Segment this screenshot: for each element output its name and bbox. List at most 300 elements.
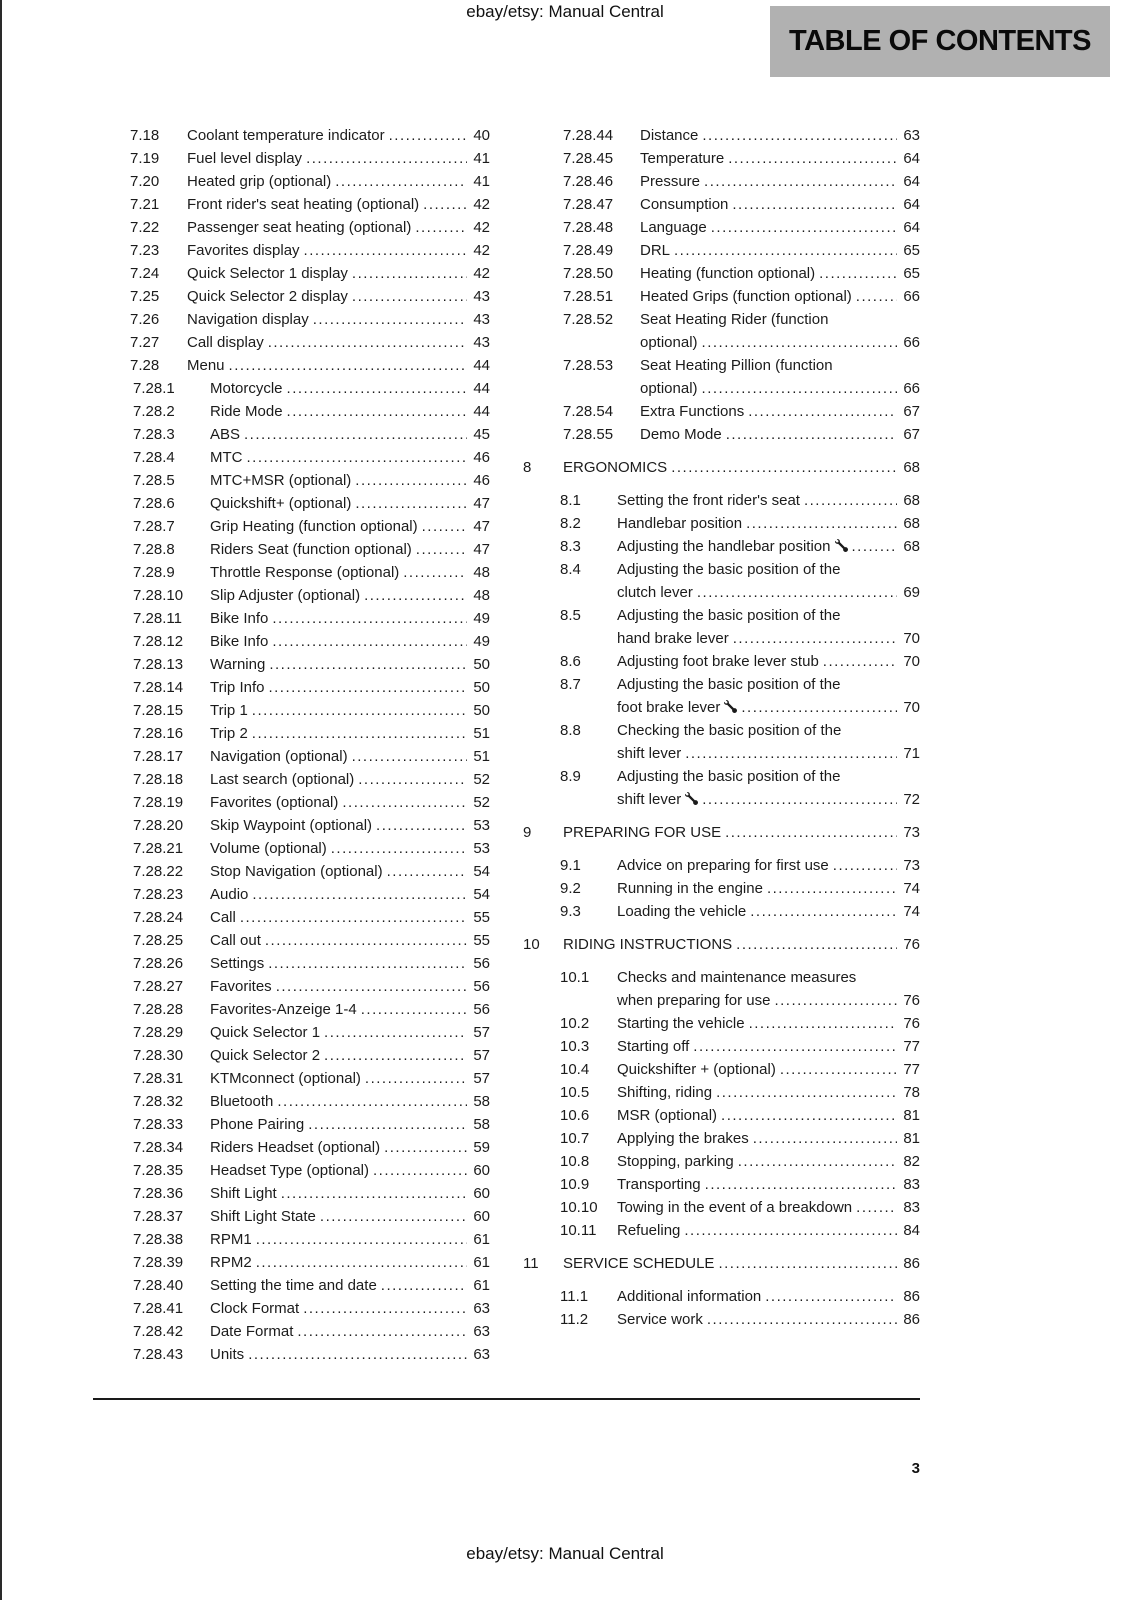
toc-entry-body [210, 975, 490, 998]
toc-entry-number: 10.3 [560, 1038, 590, 1055]
toc-entry-title: Temperature [640, 150, 725, 167]
toc-entry-title: Units [210, 1346, 245, 1363]
dot-leader [726, 423, 897, 446]
toc-entry [93, 584, 490, 607]
toc-entry-line [617, 1058, 920, 1081]
toc-entry-line [617, 627, 920, 650]
toc-entry-number: 7.28.4 [133, 449, 175, 466]
toc-entry-title: Heating (function optional) [640, 265, 816, 282]
toc-entry-body [187, 285, 490, 308]
toc-entry-title: Heated grip (optional) [187, 173, 332, 190]
toc-entry-line [210, 1343, 490, 1366]
toc-entry [93, 768, 490, 791]
toc-entry-line [563, 1252, 920, 1275]
toc-entry-page: 54 [473, 886, 490, 903]
toc-entry-page: 60 [473, 1185, 490, 1202]
dot-leader [256, 1251, 467, 1274]
toc-entry-line [210, 791, 490, 814]
toc-entry-line [210, 952, 490, 975]
toc-entry-body [617, 604, 920, 650]
toc-entry-page: 40 [473, 127, 490, 144]
toc-entry-title: Call [210, 909, 236, 926]
toc-entry-number: 7.28.48 [563, 219, 614, 236]
toc-entry-number: 7.28 [130, 357, 160, 374]
toc-entry-line [210, 1274, 490, 1297]
toc-entry-body [617, 877, 920, 900]
toc-entry-title: Adjusting foot brake lever stub [617, 653, 819, 670]
toc-entry-title: Front rider's seat heating (optional) [187, 196, 420, 213]
toc-entry-line [640, 400, 920, 423]
toc-entry-title: Bike Info [210, 610, 269, 627]
toc-entry-body [210, 1044, 490, 1067]
toc-entry-body [210, 1090, 490, 1113]
dot-leader [711, 216, 897, 239]
dot-leader [716, 1081, 897, 1104]
toc-entry-line [210, 1251, 490, 1274]
dot-leader [240, 906, 467, 929]
toc-entry [93, 883, 490, 906]
dot-leader [352, 745, 467, 768]
dot-leader [306, 147, 467, 170]
toc-entry-page: 76 [903, 936, 920, 953]
toc-entry-number: 7.28.47 [563, 196, 614, 213]
toc-entry-body [210, 837, 490, 860]
toc-entry-line [640, 239, 920, 262]
toc-entry-number: 7.28.29 [133, 1024, 184, 1041]
toc-entry-body [617, 1081, 920, 1104]
toc-entry-number: 11.2 [560, 1311, 589, 1328]
toc-entry-page: 52 [473, 771, 490, 788]
toc-entry-page: 48 [473, 587, 490, 604]
dot-leader [352, 262, 467, 285]
toc-entry-body [210, 1021, 490, 1044]
toc-entry-line [617, 1104, 920, 1127]
toc-entry-number: 7.19 [130, 150, 160, 167]
toc-entry-title: Starting the vehicle [617, 1015, 745, 1032]
toc-entry-body [563, 456, 920, 479]
toc-entry-body [210, 906, 490, 929]
toc-entry-page: 53 [473, 817, 490, 834]
toc-entry-page: 42 [473, 219, 490, 236]
toc-entry-page: 70 [903, 630, 920, 647]
toc-entry-number: 7.28.26 [133, 955, 184, 972]
toc-entry-number: 9.3 [560, 903, 581, 920]
toc-entry-page: 68 [903, 459, 920, 476]
toc-entry-number: 11 [523, 1255, 539, 1272]
toc-entry-title-line1: Seat Heating Rider (function [640, 311, 829, 328]
toc-entry-title: Handlebar position [617, 515, 743, 532]
toc-entry-number: 7.28.7 [133, 518, 175, 535]
toc-entry-page: 44 [473, 403, 490, 420]
toc-entry-title: Bluetooth [210, 1093, 274, 1110]
toc-entry-body [617, 966, 920, 1012]
toc-entry-title: Trip 1 [210, 702, 248, 719]
toc-entry-number: 7.28.36 [133, 1185, 184, 1202]
toc-entry-body [210, 561, 490, 584]
toc-entry-title: shift lever [617, 745, 682, 762]
toc-entry [523, 1104, 920, 1127]
toc-entry-body [563, 933, 920, 956]
toc-entry [93, 952, 490, 975]
toc-entry-line [617, 1012, 920, 1035]
toc-entry-line [210, 538, 490, 561]
toc-entry-line [210, 722, 490, 745]
toc-entry-line [187, 124, 490, 147]
toc-entry-line [640, 147, 920, 170]
toc-entry-number: 7.28.27 [133, 978, 184, 995]
toc-entry-line [640, 193, 920, 216]
dot-leader [287, 377, 467, 400]
toc-entry [523, 1308, 920, 1331]
toc-entry [523, 512, 920, 535]
toc-entry-page: 66 [903, 288, 920, 305]
toc-entry-title: shift lever [617, 791, 682, 808]
toc-entry-title: Headset Type (optional) [210, 1162, 369, 1179]
toc-entry [93, 400, 490, 423]
dot-leader [856, 285, 897, 308]
toc-entry-page: 61 [473, 1231, 490, 1248]
dot-leader [304, 239, 467, 262]
dot-leader [733, 627, 897, 650]
toc-entry-line [187, 147, 490, 170]
toc-entry-line [187, 285, 490, 308]
toc-entry-body [210, 446, 490, 469]
toc-entry-page: 46 [473, 449, 490, 466]
toc-entry-body [210, 929, 490, 952]
toc-entry-page: 65 [903, 242, 920, 259]
toc-entry-line [617, 1285, 920, 1308]
toc-entry-body [640, 147, 920, 170]
toc-entry-page: 59 [473, 1139, 490, 1156]
dot-leader [265, 929, 467, 952]
toc-entry-line [210, 423, 490, 446]
toc-entry-title: Favorites-Anzeige 1-4 [210, 1001, 357, 1018]
toc-entry-body [187, 147, 490, 170]
toc-entry-number: 8.9 [560, 768, 581, 785]
toc-entry-line [210, 860, 490, 883]
toc-entry-title: Grip Heating (function optional) [210, 518, 418, 535]
toc-entry [523, 285, 920, 308]
toc-entry-line [210, 1320, 490, 1343]
toc-entry-title-line1: Adjusting the basic position of the [617, 676, 841, 693]
toc-entry-number: 10.2 [560, 1015, 590, 1032]
toc-entry-line [210, 676, 490, 699]
toc-entry-line [563, 933, 920, 956]
toc-entry-page: 68 [903, 492, 920, 509]
toc-entry [523, 673, 920, 719]
toc-entry-title: MTC+MSR (optional) [210, 472, 352, 489]
toc-entry-body [187, 308, 490, 331]
toc-entry-line [210, 1228, 490, 1251]
dot-leader [415, 216, 467, 239]
toc-entry-number: 8.6 [560, 653, 581, 670]
toc-entry-body [640, 354, 920, 400]
toc-entry-body [210, 1297, 490, 1320]
toc-entry-body [617, 1104, 920, 1127]
toc-entry-number: 7.22 [130, 219, 160, 236]
toc-entry-body [617, 489, 920, 512]
toc-entry-line [210, 377, 490, 400]
toc-entry-body [210, 1274, 490, 1297]
toc-entry-title: Settings [210, 955, 265, 972]
toc-entry-title: optional) [640, 380, 698, 397]
toc-entry-page: 58 [473, 1093, 490, 1110]
toc-entry-body [210, 653, 490, 676]
toc-entry-body [640, 423, 920, 446]
toc-entry [93, 998, 490, 1021]
toc-entry-title: Navigation (optional) [210, 748, 348, 765]
toc-entry [523, 719, 920, 765]
toc-entry [93, 653, 490, 676]
toc-entry-line [210, 998, 490, 1021]
toc-entry-title: Loading the vehicle [617, 903, 747, 920]
toc-entry-line [210, 883, 490, 906]
wrench-icon [835, 535, 848, 558]
toc-entry-title: KTMconnect (optional) [210, 1070, 361, 1087]
dot-leader [702, 377, 897, 400]
toc-entry-body [640, 400, 920, 423]
toc-entry-title: Bike Info [210, 633, 269, 650]
toc-entry-page: 64 [903, 173, 920, 190]
toc-entry-page: 41 [473, 150, 490, 167]
toc-entry-body [210, 492, 490, 515]
dot-leader [746, 512, 897, 535]
toc-entry-title: Demo Mode [640, 426, 722, 443]
dot-leader [674, 239, 897, 262]
toc-entry [523, 147, 920, 170]
toc-entry-body [187, 354, 490, 377]
toc-entry-body [210, 814, 490, 837]
toc-entry-number: 7.28.50 [563, 265, 614, 282]
toc-entry-line [617, 1219, 920, 1242]
toc-entry [93, 1044, 490, 1067]
dot-leader [852, 535, 898, 558]
toc-entry-title: Shifting, riding [617, 1084, 713, 1101]
toc-entry-body [617, 1058, 920, 1081]
footer-divider [93, 1398, 920, 1400]
toc-entry [523, 1150, 920, 1173]
toc-entry [523, 262, 920, 285]
dot-leader [361, 998, 467, 1021]
toc-entry [93, 1182, 490, 1205]
toc-entry-line [210, 607, 490, 630]
toc-entry-body [210, 607, 490, 630]
toc-entry [523, 650, 920, 673]
toc-entry-number: 7.28.40 [133, 1277, 184, 1294]
toc-entry-line [210, 492, 490, 515]
toc-entry-line [617, 1308, 920, 1331]
toc-entry [93, 377, 490, 400]
toc-entry-body [617, 1285, 920, 1308]
toc-entry-page: 78 [903, 1084, 920, 1101]
toc-entry-number: 7.28.42 [133, 1323, 184, 1340]
toc-entry-line [210, 768, 490, 791]
toc-entry-page: 47 [473, 518, 490, 535]
toc-entry-page: 81 [903, 1130, 920, 1147]
dot-leader [416, 538, 467, 561]
toc-entry-title: Passenger seat heating (optional) [187, 219, 412, 236]
toc-entry [93, 837, 490, 860]
toc-entry-body [210, 1067, 490, 1090]
dot-leader [750, 900, 897, 923]
toc-entry [523, 933, 920, 956]
toc-entry-title: Phone Pairing [210, 1116, 305, 1133]
toc-entry-page: 51 [473, 748, 490, 765]
toc-entry-body [187, 262, 490, 285]
toc-entry-title: Coolant temperature indicator [187, 127, 385, 144]
toc-entry-body [210, 676, 490, 699]
toc-entry-page: 66 [903, 334, 920, 351]
toc-entry-number: 7.28.21 [133, 840, 184, 857]
toc-entry [93, 1021, 490, 1044]
toc-entry-page: 64 [903, 196, 920, 213]
toc-entry-line [640, 262, 920, 285]
toc-entry-number: 7.28.31 [133, 1070, 184, 1087]
dot-leader [268, 676, 467, 699]
toc-entry-line [210, 584, 490, 607]
toc-entry-page: 70 [903, 653, 920, 670]
toc-entry [93, 469, 490, 492]
toc-entry-number: 10.4 [560, 1061, 590, 1078]
toc-entry-body [617, 1196, 920, 1219]
toc-entry-title: Pressure [640, 173, 701, 190]
toc-entry-page: 83 [903, 1176, 920, 1193]
toc-entry-line [210, 1067, 490, 1090]
toc-entry-body [617, 512, 920, 535]
toc-entry [523, 239, 920, 262]
toc-entry-page: 76 [903, 1015, 920, 1032]
toc-entry-body [187, 331, 490, 354]
toc-entry-number: 7.28.11 [133, 610, 182, 627]
toc-entry-body [187, 170, 490, 193]
toc-entry-body [617, 558, 920, 604]
toc-entry-body [640, 308, 920, 354]
dot-leader [705, 1173, 897, 1196]
toc-entry-line [187, 170, 490, 193]
toc-entry-number: 7.28.39 [133, 1254, 184, 1271]
toc-entry-title: Quick Selector 1 display [187, 265, 348, 282]
toc-entry-line [617, 877, 920, 900]
dot-leader [256, 1228, 467, 1251]
toc-entry-page: 69 [903, 584, 920, 601]
toc-entry [523, 1081, 920, 1104]
toc-entry-body [187, 216, 490, 239]
dot-leader [423, 193, 467, 216]
dot-leader [833, 854, 897, 877]
toc-entry-line [640, 331, 920, 354]
toc-entry-page: 43 [473, 311, 490, 328]
toc-entry-line [617, 854, 920, 877]
dot-leader [702, 331, 897, 354]
toc-entry-line [210, 1205, 490, 1228]
toc-entry-body [210, 722, 490, 745]
dot-leader [252, 699, 467, 722]
toc-entry-title: Riders Seat (function optional) [210, 541, 412, 558]
dot-leader [352, 285, 467, 308]
toc-entry [93, 308, 490, 331]
toc-entry-body [210, 1343, 490, 1366]
dot-leader [671, 456, 897, 479]
toc-entry-title: Extra Functions [640, 403, 745, 420]
toc-entry-line [187, 262, 490, 285]
toc-entry-line [617, 650, 920, 673]
toc-entry [523, 1219, 920, 1242]
toc-entry-title: Menu [187, 357, 225, 374]
toc-entry-line [210, 699, 490, 722]
dot-leader [229, 354, 467, 377]
toc-entry-body [187, 124, 490, 147]
toc-entry-line [617, 489, 920, 512]
toc-entry-page: 43 [473, 334, 490, 351]
toc-entry-number: 10 [523, 936, 540, 953]
toc-entry-number: 7.28.54 [563, 403, 614, 420]
dot-leader [373, 1159, 467, 1182]
toc-entry-line [617, 900, 920, 923]
toc-entry-number: 10.6 [560, 1107, 590, 1124]
toc-content [93, 124, 920, 1366]
toc-entry-body [210, 515, 490, 538]
dot-leader [331, 837, 467, 860]
toc-entry [93, 515, 490, 538]
toc-entry-title: Quick Selector 2 [210, 1047, 321, 1064]
toc-entry-page: 65 [903, 265, 920, 282]
toc-left-column [93, 124, 490, 1366]
toc-entry-number: 7.28.19 [133, 794, 184, 811]
toc-entry [93, 699, 490, 722]
toc-entry-page: 67 [903, 403, 920, 420]
toc-entry-title: Quick Selector 2 display [187, 288, 348, 305]
toc-entry-page: 50 [473, 679, 490, 696]
toc-entry-number: 7.28.37 [133, 1208, 184, 1225]
toc-entry-number: 10.9 [560, 1176, 590, 1193]
dot-leader [252, 883, 467, 906]
toc-entry-number: 10.10 [560, 1199, 598, 1216]
toc-entry-body [210, 377, 490, 400]
toc-entry-number: 7.28.38 [133, 1231, 184, 1248]
toc-entry-number: 7.28.51 [563, 288, 614, 305]
toc-entry-title: Motorcycle [210, 380, 283, 397]
toc-entry [93, 193, 490, 216]
toc-entry-number: 7.28.20 [133, 817, 184, 834]
toc-entry-page: 73 [903, 857, 920, 874]
toc-entry-number: 7.28.23 [133, 886, 184, 903]
toc-entry-title: Applying the brakes [617, 1130, 749, 1147]
dot-leader [313, 308, 467, 331]
toc-entry-page: 55 [473, 909, 490, 926]
toc-entry-title: Throttle Response (optional) [210, 564, 400, 581]
toc-entry-page: 63 [473, 1300, 490, 1317]
toc-entry-title: RPM2 [210, 1254, 252, 1271]
toc-entry-body [210, 423, 490, 446]
toc-entry [93, 791, 490, 814]
toc-entry [93, 745, 490, 768]
toc-entry-title-line1: Checking the basic position of the [617, 722, 842, 739]
toc-entry-body [210, 952, 490, 975]
toc-entry-line [210, 745, 490, 768]
toc-entry [523, 1127, 920, 1150]
toc-entry-number: 7.28.3 [133, 426, 175, 443]
toc-entry-title: optional) [640, 334, 698, 351]
toc-entry-title: Quickshift+ (optional) [210, 495, 352, 512]
toc-entry [93, 147, 490, 170]
toc-entry [93, 170, 490, 193]
toc-entry-body [210, 1205, 490, 1228]
toc-entry-body [210, 1182, 490, 1205]
toc-entry-page: 41 [473, 173, 490, 190]
toc-entry-number: 9.2 [560, 880, 581, 897]
toc-entry-title: Consumption [640, 196, 729, 213]
toc-entry-title: Riders Headset (optional) [210, 1139, 381, 1156]
